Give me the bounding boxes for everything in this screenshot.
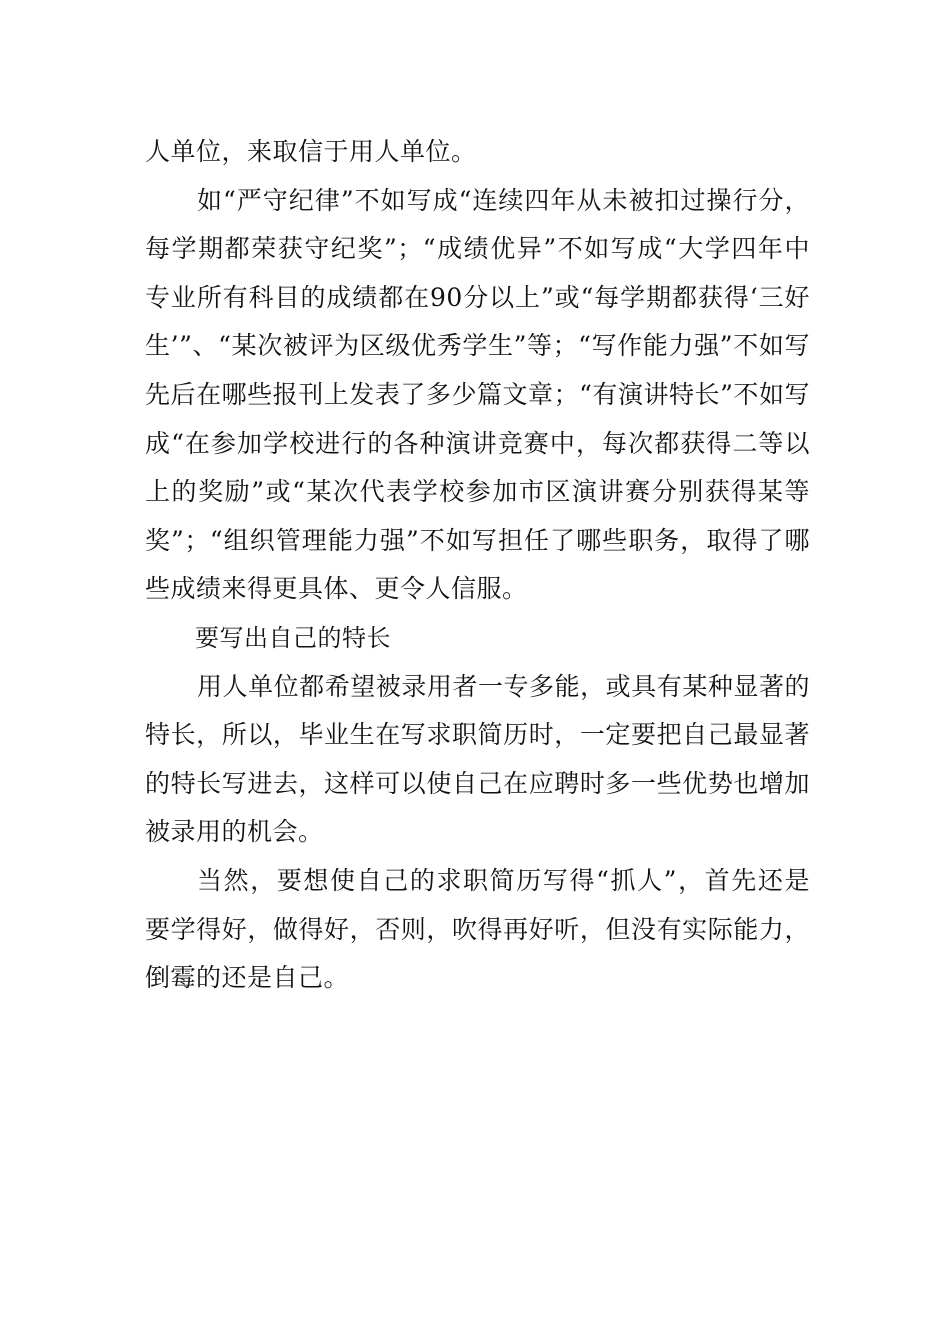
paragraph-examples: 如“严守纪律”不如写成“连续四年从未被扣过操行分，每学期都荣获守纪奖”；“成绩优异”不如写成“大学四年中专业所有科目的成绩都在90分以上”或“每学期都获得‘三好生’”、“某次被评为区级优秀学生”等；“写作能力强”不如写先后在哪些报刊上发表了多少篇文章；“有演讲特长”不如写成“在参加学校进行的各种演讲竞赛中，每次都获得二等以上的奖励”或“某次代表学校参加市区演讲赛分别获得某等奖”；“组织管理能力强”不如写担任了哪些职务，取得了哪些成绩来得更具体、更令人信服。 [145, 185, 810, 604]
paragraph-specialty: 用人单位都希望被录用者一专多能，或具有某种显著的特长，所以，毕业生在写求职简历时，一定要把自己最显著的特长写进去，这样可以使自己在应聘时多一些优势也增加被录用的机会。 [145, 671, 810, 847]
section-heading-specialty: 要写出自己的特长 [195, 623, 391, 652]
paragraph-continuation: 人单位，来取信于用人单位。 [145, 137, 477, 166]
paragraph-conclusion: 当然，要想使自己的求职简历写得“抓人”，首先还是要学得好，做得好，否则，吹得再好听，但没有实际能力，倒霉的还是自己。 [145, 865, 810, 993]
document-page [145, 128, 810, 1003]
